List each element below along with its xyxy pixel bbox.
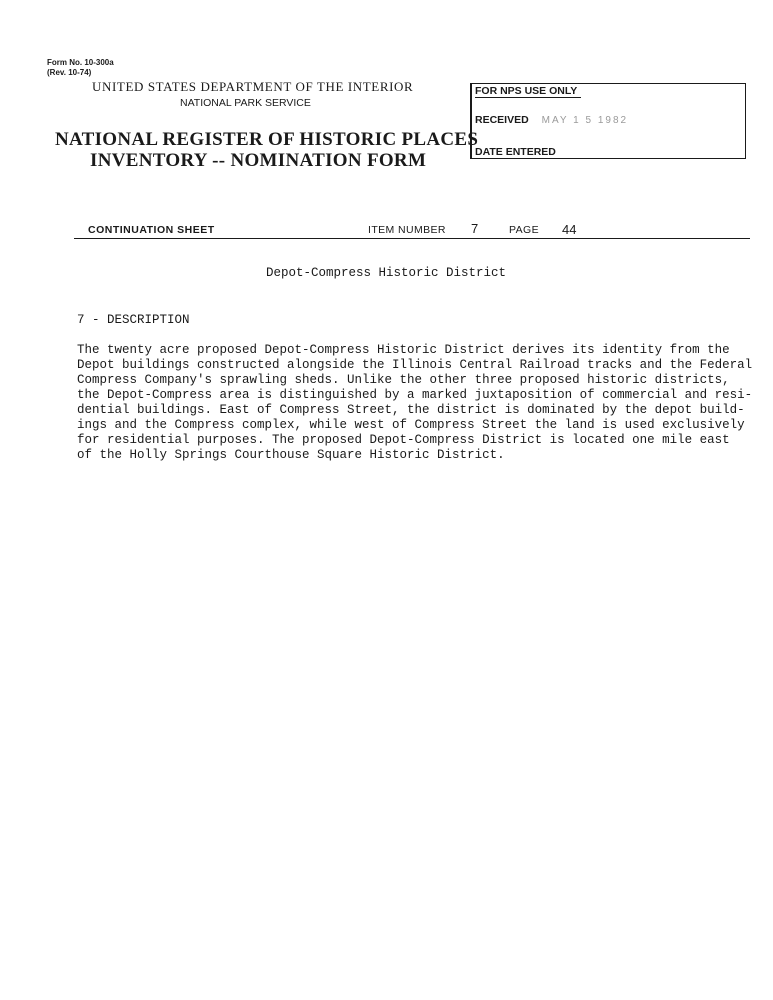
nps-use-only-box	[470, 83, 746, 159]
item-number-value: 7	[471, 221, 479, 236]
section-heading: 7 - DESCRIPTION	[77, 313, 190, 327]
service-name: NATIONAL PARK SERVICE	[180, 97, 311, 109]
form-number	[47, 58, 114, 78]
paragraph-line: of the Holly Springs Courthouse Square Historic District.	[77, 448, 505, 462]
received-row	[475, 114, 628, 126]
page-label: PAGE	[509, 224, 539, 236]
paragraph-line: dential buildings. East of Compress Street, the district is dominated by the depot build-	[77, 403, 745, 417]
date-entered-label: DATE ENTERED	[475, 146, 560, 159]
agency-name: UNITED STATES DEPARTMENT OF THE INTERIOR	[92, 79, 414, 94]
paragraph-line: Compress Company's sprawling sheds. Unlike the other three proposed historic districts,	[77, 373, 730, 387]
header-divider	[74, 238, 750, 239]
form-number-line-1: Form No. 10-300a	[47, 58, 114, 67]
received-date-stamp: MAY 1 5 1982	[541, 115, 629, 126]
nps-box-heading: FOR NPS USE ONLY	[475, 85, 581, 98]
form-title-line-1: NATIONAL REGISTER OF HISTORIC PLACES	[55, 129, 479, 150]
received-label: RECEIVED	[475, 114, 529, 126]
description-paragraph	[77, 343, 753, 463]
form-number-line-2: (Rev. 10-74)	[47, 68, 92, 77]
page-number-value: 44	[562, 222, 577, 237]
paragraph-line: for residential purposes. The proposed Depot-Compress District is located one mile east	[77, 433, 730, 447]
paragraph-line: the Depot-Compress area is distinguished by a marked juxtaposition of commercial and resi-	[77, 388, 753, 402]
paragraph-line: Depot buildings constructed alongside the Illinois Central Railroad tracks and the Federal	[77, 358, 753, 372]
item-number-label: ITEM NUMBER	[368, 224, 446, 236]
continuation-sheet-label: CONTINUATION SHEET	[88, 224, 215, 236]
form-title-line-2: INVENTORY -- NOMINATION FORM	[90, 150, 427, 171]
district-heading: Depot-Compress Historic District	[266, 266, 507, 280]
paragraph-line: ings and the Compress complex, while west of Compress Street the land is used exclusively	[77, 418, 745, 432]
paragraph-line: The twenty acre proposed Depot-Compress Historic District derives its identity from the	[77, 343, 730, 357]
